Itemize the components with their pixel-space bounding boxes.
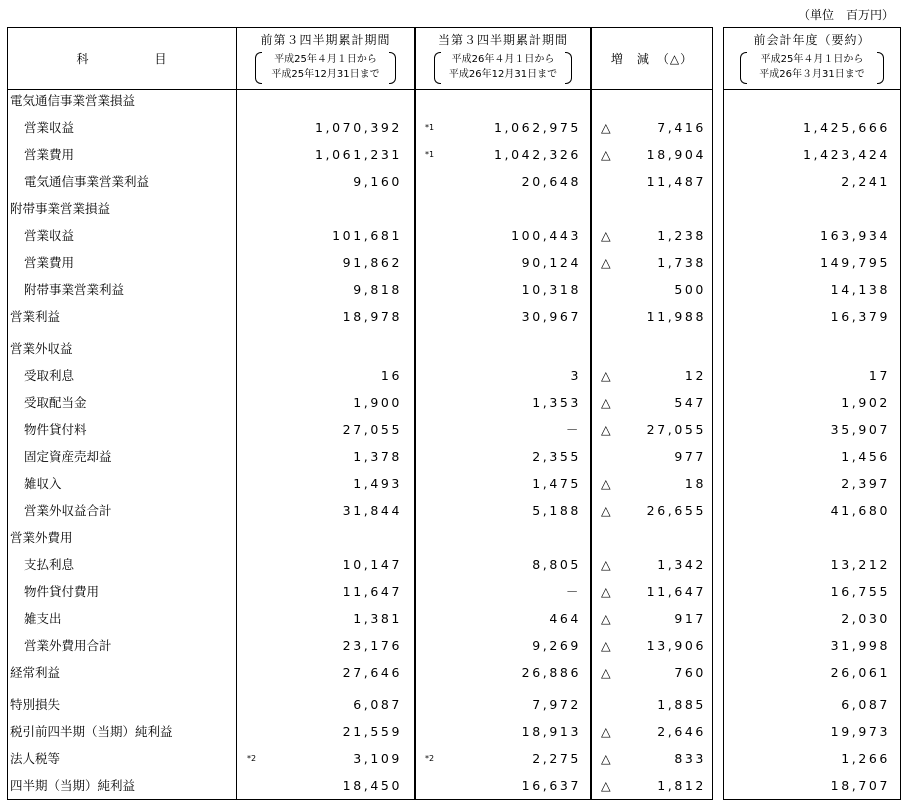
table-row (0, 367, 908, 385)
row-label: 附帯事業営業損益 (10, 201, 111, 216)
prev-year-value: 41,680 (830, 503, 890, 518)
current-quarter-value: 2,355 (532, 449, 581, 464)
prev-quarter-value: 18,450 (342, 778, 402, 793)
prev-year-value: 2,030 (841, 611, 890, 626)
change-value: 12 (684, 368, 706, 383)
table-row (0, 281, 908, 299)
prev-quarter-value: 1,900 (353, 395, 402, 410)
current-quarter-value: 2,275 (532, 751, 581, 766)
row-label: 経常利益 (10, 665, 61, 680)
row-label: 営業外費用合計 (24, 638, 112, 653)
row-label: 雑支出 (24, 611, 62, 626)
prev-year-value: 2,397 (841, 476, 890, 491)
table-row (0, 146, 908, 164)
change-value: 833 (674, 751, 706, 766)
current-quarter-value: 1,062,975 (493, 120, 581, 135)
row-label: 営業収益 (24, 120, 75, 135)
row-label: 営業外収益合計 (24, 503, 112, 518)
unit-label: （単位 百万円） (797, 8, 894, 22)
prev-quarter-value: 1,378 (353, 449, 402, 464)
table-row (0, 696, 908, 714)
statement-table (7, 27, 713, 800)
decrease-mark: △ (601, 503, 611, 518)
current-quarter-value: － (565, 422, 581, 437)
prev-year-table (723, 27, 901, 800)
prev-quarter-value: 9,818 (353, 282, 402, 297)
header-prev-year (724, 28, 900, 89)
table-row (0, 637, 908, 655)
current-quarter-value: 5,188 (532, 503, 581, 518)
prev-quarter-value: 1,061,231 (314, 147, 402, 162)
change-value: 1,738 (657, 255, 706, 270)
prev-year-value: 1,425,666 (802, 120, 890, 135)
table-row (0, 610, 908, 628)
table-row (0, 723, 908, 741)
prev-quarter-value: 11,647 (342, 584, 402, 599)
current-quarter-value: 30,967 (521, 309, 581, 324)
row-label: 物件貸付費用 (24, 584, 100, 599)
change-value: 11,487 (646, 174, 706, 189)
row-label: 営業費用 (24, 255, 75, 270)
row-label: 営業費用 (24, 147, 75, 162)
prev-quarter-value: 1,493 (353, 476, 402, 491)
decrease-mark: △ (601, 724, 611, 739)
decrease-mark: △ (601, 665, 611, 680)
change-value: 1,342 (657, 557, 706, 572)
prev-year-value: 26,061 (830, 665, 890, 680)
change-value: 11,647 (646, 584, 706, 599)
prev-quarter-value: 101,681 (332, 228, 402, 243)
row-label: 受取配当金 (24, 395, 87, 410)
change-value: 547 (674, 395, 706, 410)
decrease-mark: △ (601, 638, 611, 653)
row-label: 固定資産売却益 (24, 449, 112, 464)
table-row (0, 750, 908, 768)
prev-quarter-value: 27,055 (342, 422, 402, 437)
prev-quarter-value: 1,070,392 (314, 120, 402, 135)
prev-year-value: 17 (868, 368, 890, 383)
prev-quarter-value: 10,147 (342, 557, 402, 572)
table-row (0, 227, 908, 245)
prev-quarter-value: 9,160 (353, 174, 402, 189)
decrease-mark: △ (601, 255, 611, 270)
change-value: 2,646 (657, 724, 706, 739)
prev-year-value: 1,423,424 (802, 147, 890, 162)
row-label: 営業外費用 (10, 530, 73, 545)
table-row (0, 448, 908, 466)
footnote-mark: *1 (425, 150, 435, 159)
decrease-mark: △ (601, 584, 611, 599)
prev-year-value: 2,241 (841, 174, 890, 189)
table-row (0, 502, 908, 520)
change-value: 18 (684, 476, 706, 491)
header-prev-quarter (237, 28, 414, 89)
decrease-mark: △ (601, 120, 611, 135)
header-current-quarter-range: 平成26年４月１日から 平成26年12月31日まで (434, 52, 572, 84)
prev-year-value: 35,907 (830, 422, 890, 437)
decrease-mark: △ (601, 611, 611, 626)
current-quarter-value: 1,042,326 (493, 147, 581, 162)
decrease-mark: △ (601, 422, 611, 437)
change-value: 27,055 (646, 422, 706, 437)
header-prev-year-title: 前会計年度（要約） (753, 33, 871, 47)
table-row (0, 421, 908, 439)
footnote-mark: *2 (247, 754, 257, 763)
table-row (0, 777, 908, 795)
prev-quarter-value: 21,559 (342, 724, 402, 739)
header-prev-year-range: 平成25年４月１日から 平成26年３月31日まで (740, 52, 884, 84)
prev-year-value: 16,755 (830, 584, 890, 599)
prev-quarter-value: 6,087 (353, 697, 402, 712)
prev-year-value: 149,795 (820, 255, 890, 270)
current-quarter-value: 8,805 (532, 557, 581, 572)
change-value: 760 (674, 665, 706, 680)
current-quarter-value: 100,443 (511, 228, 581, 243)
decrease-mark: △ (601, 147, 611, 162)
table-row (0, 340, 908, 358)
prev-quarter-value: 18,978 (342, 309, 402, 324)
table-row (0, 583, 908, 601)
current-quarter-value: 9,269 (532, 638, 581, 653)
prev-quarter-value: 23,176 (342, 638, 402, 653)
table-row (0, 475, 908, 493)
table-row (0, 173, 908, 191)
current-quarter-value: 464 (549, 611, 581, 626)
prev-quarter-value: 31,844 (342, 503, 402, 518)
decrease-mark: △ (601, 751, 611, 766)
table-row (0, 119, 908, 137)
row-label: 税引前四半期（当期）純利益 (10, 724, 173, 739)
row-label: 営業外収益 (10, 341, 73, 356)
change-value: 18,904 (646, 147, 706, 162)
prev-year-value: 13,212 (830, 557, 890, 572)
prev-year-value: 14,138 (830, 282, 890, 297)
change-value: 500 (674, 282, 706, 297)
table-row (0, 394, 908, 412)
footnote-mark: *1 (425, 123, 435, 132)
prev-year-value: 16,379 (830, 309, 890, 324)
prev-year-value: 19,973 (830, 724, 890, 739)
row-label: 附帯事業営業利益 (24, 282, 125, 297)
row-label: 支払利息 (24, 557, 75, 572)
prev-year-value: 163,934 (820, 228, 890, 243)
change-value: 7,416 (657, 120, 706, 135)
current-period-column-box (414, 28, 592, 799)
decrease-mark: △ (601, 557, 611, 572)
header-prev-quarter-title: 前第３四半期累計期間 (260, 33, 391, 47)
decrease-mark: △ (601, 476, 611, 491)
row-label: 雑収入 (24, 476, 62, 491)
table-row (0, 200, 908, 218)
prev-quarter-value: 16 (380, 368, 402, 383)
prev-quarter-value: 91,862 (342, 255, 402, 270)
row-label: 電気通信事業営業損益 (10, 93, 136, 108)
prev-year-value: 6,087 (841, 697, 890, 712)
prev-year-value: 18,707 (830, 778, 890, 793)
header-change: 増 減 （△） (610, 52, 694, 66)
prev-quarter-value: 3,109 (353, 751, 402, 766)
prev-quarter-value: 1,381 (353, 611, 402, 626)
table-row (0, 92, 908, 110)
header-divider (8, 89, 712, 90)
change-value: 1,885 (657, 697, 706, 712)
table-row (0, 308, 908, 326)
table-row (0, 254, 908, 272)
current-quarter-value: 1,353 (532, 395, 581, 410)
row-label: 法人税等 (10, 751, 61, 766)
footnote-mark: *2 (425, 754, 435, 763)
change-value: 26,655 (646, 503, 706, 518)
header-current-quarter (416, 28, 590, 89)
header-current-quarter-title: 当第３四半期累計期間 (437, 33, 568, 47)
prev-year-value: 1,266 (841, 751, 890, 766)
current-quarter-value: 1,475 (532, 476, 581, 491)
change-value: 1,238 (657, 228, 706, 243)
current-quarter-value: 10,318 (521, 282, 581, 297)
header-divider (724, 89, 900, 90)
row-label: 特別損失 (10, 697, 61, 712)
current-quarter-value: 90,124 (521, 255, 581, 270)
current-quarter-value: 16,637 (521, 778, 581, 793)
column-divider (236, 28, 237, 799)
change-value: 917 (674, 611, 706, 626)
header-item: 科 目 (76, 52, 168, 66)
current-quarter-value: 18,913 (521, 724, 581, 739)
current-quarter-value: 20,648 (521, 174, 581, 189)
change-value: 977 (674, 449, 706, 464)
table-row (0, 664, 908, 682)
current-quarter-value: － (565, 584, 581, 599)
current-quarter-value: 3 (570, 368, 581, 383)
prev-quarter-value: 27,646 (342, 665, 402, 680)
decrease-mark: △ (601, 778, 611, 793)
prev-year-value: 31,998 (830, 638, 890, 653)
table-row (0, 556, 908, 574)
decrease-mark: △ (601, 228, 611, 243)
row-label: 四半期（当期）純利益 (10, 778, 136, 793)
change-value: 13,906 (646, 638, 706, 653)
current-quarter-value: 26,886 (521, 665, 581, 680)
header-prev-quarter-range: 平成25年４月１日から 平成25年12月31日まで (255, 52, 396, 84)
change-value: 1,812 (657, 778, 706, 793)
change-value: 11,988 (646, 309, 706, 324)
row-label: 電気通信事業営業利益 (24, 174, 150, 189)
row-label: 受取利息 (24, 368, 75, 383)
prev-year-value: 1,902 (841, 395, 890, 410)
prev-year-value: 1,456 (841, 449, 890, 464)
row-label: 営業収益 (24, 228, 75, 243)
row-label: 営業利益 (10, 309, 61, 324)
decrease-mark: △ (601, 368, 611, 383)
current-quarter-value: 7,972 (532, 697, 581, 712)
row-label: 物件貸付料 (24, 422, 87, 437)
decrease-mark: △ (601, 395, 611, 410)
table-row (0, 529, 908, 547)
